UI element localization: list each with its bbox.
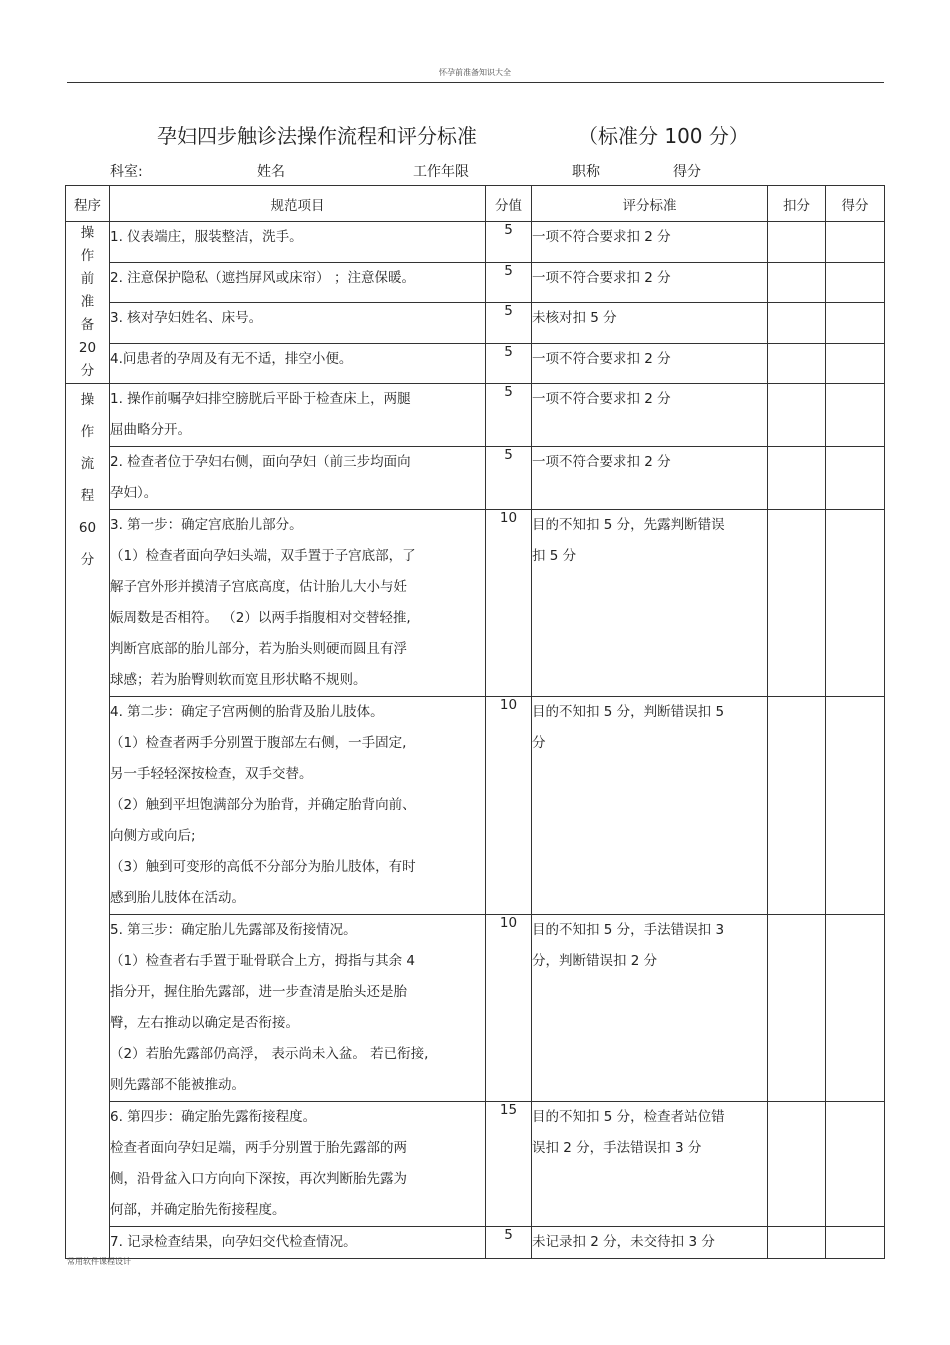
criteria-cell: [532, 1227, 768, 1259]
item-cell: [110, 510, 486, 697]
deduction-cell[interactable]: [768, 1227, 826, 1259]
item-line: 则先露部不能被推动。: [110, 1077, 245, 1093]
criteria-cell: [532, 303, 768, 344]
criteria-cell: [532, 262, 768, 303]
table-row: [66, 1227, 885, 1259]
item-cell: [110, 447, 486, 510]
points-cell: 15: [486, 1102, 532, 1227]
col-header-deduction: 扣分: [768, 186, 826, 222]
info-name: 姓名: [257, 164, 285, 180]
page-footer: 常用软件课程设计: [67, 1257, 131, 1266]
score-cell[interactable]: [826, 697, 885, 915]
item-cell: [110, 303, 486, 344]
col-header-score: 得分: [826, 186, 885, 222]
standard-score-note: （标准分 100 分）: [578, 124, 749, 148]
table-header-row: [66, 186, 885, 222]
item-line: 2. 注意保护隐私（遮挡屏风或床帘） ；注意保暖。: [110, 269, 415, 286]
deduction-cell[interactable]: [768, 915, 826, 1102]
criteria-line: 一项不符合要求扣 2 分: [532, 454, 671, 470]
item-cell: [110, 1102, 486, 1227]
criteria-cell: [532, 697, 768, 915]
score-cell[interactable]: [826, 343, 885, 384]
deduction-cell[interactable]: [768, 262, 826, 303]
section-char: 60: [78, 520, 97, 536]
criteria-line: 目的不知扣 5 分，先露判断错误: [532, 517, 725, 533]
item-line: 侧，沿骨盆入口方向向下深按，再次判断胎先露为: [110, 1171, 407, 1187]
score-cell[interactable]: [826, 303, 885, 344]
points-cell: 5: [486, 343, 532, 384]
points-cell: 5: [486, 447, 532, 510]
score-cell[interactable]: [826, 262, 885, 303]
criteria-line: 扣 5 分: [532, 548, 577, 564]
page-header: 怀孕前准备知识大全: [439, 68, 511, 77]
score-cell[interactable]: [826, 510, 885, 697]
section-char: 分: [80, 552, 95, 568]
score-cell[interactable]: [826, 222, 885, 263]
deduction-cell[interactable]: [768, 222, 826, 263]
points-cell: 5: [486, 303, 532, 344]
criteria-cell: [532, 343, 768, 384]
item-line: 检查者面向孕妇足端，两手分别置于胎先露部的两: [110, 1140, 407, 1156]
col-header-points: 分值: [486, 186, 532, 222]
score-cell[interactable]: [826, 384, 885, 447]
section-char: 备: [80, 317, 95, 333]
criteria-cell: [532, 222, 768, 263]
item-line: （3）触到可变形的高低不分部分为胎儿肢体，有时: [110, 859, 416, 875]
points-cell: 10: [486, 510, 532, 697]
score-cell[interactable]: [826, 915, 885, 1102]
item-cell: [110, 343, 486, 384]
item-line: （2）触到平坦饱满部分为胎背，并确定胎背向前、: [110, 797, 416, 813]
header-divider: [67, 82, 884, 83]
col-header-item: 规范项目: [110, 186, 486, 222]
deduction-cell[interactable]: [768, 303, 826, 344]
criteria-line: 一项不符合要求扣 2 分: [532, 391, 671, 407]
item-cell: [110, 697, 486, 915]
item-line: 屈曲略分开。: [110, 422, 191, 438]
section-char: 分: [80, 363, 95, 379]
section-char: 作: [80, 424, 95, 440]
section-char: 程: [80, 488, 95, 504]
criteria-line: 未核对扣 5 分: [532, 310, 617, 326]
section-char: 流: [80, 456, 95, 472]
deduction-cell[interactable]: [768, 697, 826, 915]
table-row: [66, 1102, 885, 1227]
item-line: 臀，左右推动以确定是否衔接。: [110, 1015, 299, 1031]
criteria-cell: [532, 915, 768, 1102]
criteria-line: 一项不符合要求扣 2 分: [532, 229, 671, 245]
item-line: 感到胎儿肢体在活动。: [110, 890, 245, 906]
score-cell[interactable]: [826, 1227, 885, 1259]
info-department: 科室:: [110, 164, 143, 180]
deduction-cell[interactable]: [768, 384, 826, 447]
criteria-cell: [532, 510, 768, 697]
item-line: 何部，并确定胎先衔接程度。: [110, 1202, 286, 1218]
table-row: [66, 222, 885, 263]
table-row: [66, 510, 885, 697]
item-line: 孕妇）。: [110, 485, 158, 501]
section-char: 前: [80, 271, 95, 287]
item-line: 6. 第四步：确定胎先露衔接程度。: [110, 1109, 317, 1125]
item-line: 1. 操作前嘱孕妇排空膀胱后平卧于检查床上，两腿: [110, 391, 411, 407]
item-line: 7. 记录检查结果，向孕妇交代检查情况。: [110, 1234, 357, 1250]
table-row: [66, 384, 885, 447]
points-cell: 5: [486, 222, 532, 263]
section-char: 操: [80, 225, 95, 241]
section-label-1: [66, 222, 110, 384]
item-line: 2. 检查者位于孕妇右侧，面向孕妇（前三步均面向: [110, 454, 411, 470]
table-row: [66, 343, 885, 384]
deduction-cell[interactable]: [768, 1102, 826, 1227]
criteria-line: 目的不知扣 5 分，检查者站位错: [532, 1109, 725, 1125]
info-title: 职称: [572, 164, 600, 180]
item-line: 解子宫外形并摸清子宫底高度，估计胎儿大小与妊: [110, 579, 407, 595]
deduction-cell[interactable]: [768, 343, 826, 384]
score-cell[interactable]: [826, 1102, 885, 1227]
criteria-line: 误扣 2 分，手法错误扣 3 分: [532, 1140, 702, 1156]
item-cell: [110, 262, 486, 303]
criteria-line: 未记录扣 2 分，未交待扣 3 分: [532, 1234, 715, 1250]
item-line: 判断宫底部的胎儿部分，若为胎头则硬而圆且有浮: [110, 641, 407, 657]
section-label-2: [66, 384, 110, 1259]
col-header-procedure: 程序: [66, 186, 110, 222]
table-row: [66, 697, 885, 915]
item-line: 向侧方或向后;: [110, 828, 196, 844]
criteria-line: 分: [532, 735, 546, 751]
section-char: 准: [80, 294, 95, 310]
criteria-cell: [532, 447, 768, 510]
points-cell: 10: [486, 915, 532, 1102]
item-cell: [110, 222, 486, 263]
section-char: 20: [78, 340, 97, 356]
criteria-line: 分，判断错误扣 2 分: [532, 953, 658, 969]
item-cell: [110, 384, 486, 447]
item-line: （1）检查者两手分别置于腹部左右侧，一手固定,: [110, 735, 407, 751]
criteria-line: 目的不知扣 5 分，判断错误扣 5: [532, 704, 725, 720]
table-row: [66, 303, 885, 344]
scoring-table: [65, 185, 885, 1259]
criteria-cell: [532, 1102, 768, 1227]
item-line: 4.问患者的孕周及有无不适，排空小便。: [110, 350, 353, 367]
info-score: 得分: [673, 164, 701, 180]
item-line: 1. 仪表端庄，服装整洁，洗手。: [110, 229, 303, 245]
item-cell: [110, 915, 486, 1102]
item-line: 3. 核对孕妇姓名、床号。: [110, 310, 263, 326]
points-cell: 5: [486, 1227, 532, 1259]
criteria-line: 目的不知扣 5 分，手法错误扣 3: [532, 922, 725, 938]
item-line: 3. 第一步：确定宫底胎儿部分。: [110, 517, 303, 533]
item-line: 5. 第三步：确定胎儿先露部及衔接情况。: [110, 922, 357, 938]
item-line: （1）检查者右手置于耻骨联合上方，拇指与其余 4: [110, 953, 415, 969]
item-line: 另一手轻轻深按检查，双手交替。: [110, 766, 313, 782]
criteria-line: 一项不符合要求扣 2 分: [532, 350, 671, 367]
criteria-cell: [532, 384, 768, 447]
item-line: 指分开，握住胎先露部，进一步查清是胎头还是胎: [110, 984, 407, 1000]
points-cell: 5: [486, 384, 532, 447]
item-line: （1）检查者面向孕妇头端，双手置于子宫底部，了: [110, 548, 416, 564]
deduction-cell[interactable]: [768, 510, 826, 697]
document-title: 孕妇四步触诊法操作流程和评分标准: [157, 124, 477, 148]
info-work-years: 工作年限: [413, 164, 469, 180]
item-line: 4. 第二步：确定子宫两侧的胎背及胎儿肢体。: [110, 704, 384, 720]
section-char: 作: [80, 248, 95, 264]
item-line: 球感；若为胎臀则软而宽且形状略不规则。: [110, 672, 367, 688]
criteria-line: 一项不符合要求扣 2 分: [532, 269, 671, 286]
table-row: [66, 915, 885, 1102]
item-cell: [110, 1227, 486, 1259]
item-line: 娠周数是否相符。 （2）以两手指腹相对交替轻推,: [110, 610, 411, 626]
table-row: [66, 447, 885, 510]
score-cell[interactable]: [826, 447, 885, 510]
points-cell: 10: [486, 697, 532, 915]
item-line: （2）若胎先露部仍高浮， 表示尚未入盆。 若已衔接,: [110, 1046, 429, 1062]
col-header-criteria: 评分标准: [532, 186, 768, 222]
section-char: 操: [80, 392, 95, 408]
table-row: [66, 262, 885, 303]
points-cell: 5: [486, 262, 532, 303]
deduction-cell[interactable]: [768, 447, 826, 510]
